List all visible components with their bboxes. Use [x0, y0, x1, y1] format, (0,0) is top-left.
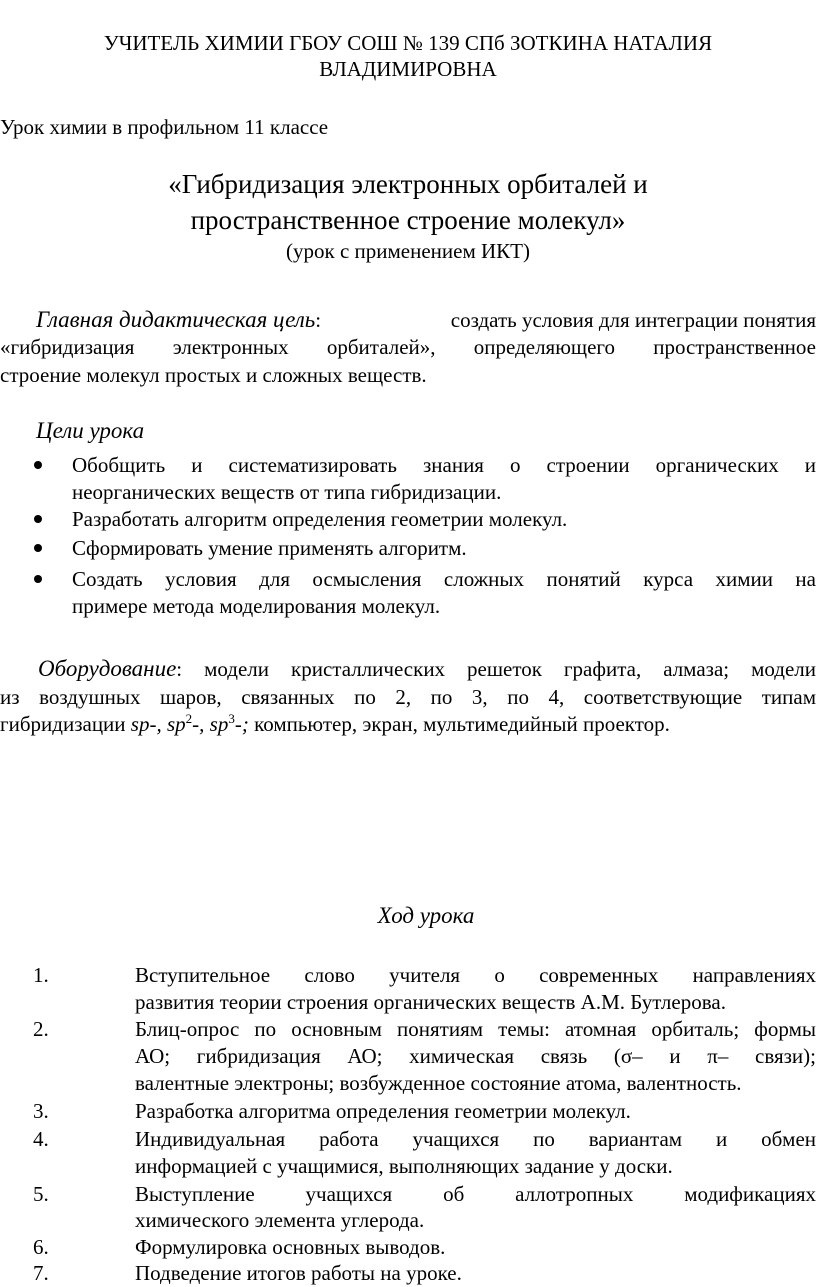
goal-colon: : [315, 308, 322, 332]
hybrid-sup-3: 3 [228, 711, 235, 726]
item-number: 6. [33, 1235, 49, 1259]
item-text: АО; гибридизация АО; химическая связь (σ– и π– связи); [135, 1044, 816, 1068]
bullet-icon [34, 544, 42, 552]
goal-text-start: создать условия для интеграции понятия [450, 308, 816, 332]
goal-line-1 [36, 307, 816, 333]
item-number: 4. [33, 1127, 49, 1151]
item-text: информацией с учащимися, выполняющих задание у доски. [135, 1154, 673, 1178]
equipment-prefix: гибридизации [0, 712, 131, 736]
item-number: 1. [33, 963, 49, 987]
equipment-label: Оборудование [38, 656, 177, 681]
item-text: развития теории строения органических веществ А.М. Бутлерова. [135, 990, 726, 1014]
author-header-line-1: УЧИТЕЛЬ ХИМИИ ГБОУ СОШ № 139 СПб ЗОТКИНА НАТАЛИЯ [103, 31, 713, 55]
item-text: Выступление учащихся об аллотропных модификациях [135, 1182, 816, 1206]
lesson-label: Урок химии в профильном 11 классе [0, 115, 329, 139]
item-number: 5. [33, 1182, 49, 1206]
item-number: 3. [33, 1099, 49, 1123]
equipment-suffix: компьютер, экран, мультимедийный проектор. [248, 712, 670, 736]
objective-text: Создать условия для осмысления сложных понятий курса химии на [72, 567, 816, 591]
lesson-subtitle: (урок с применением ИКТ) [286, 239, 530, 263]
hybrid-sp2: sp [166, 712, 186, 736]
hybrid-sep: -, [149, 712, 167, 736]
item-text: Подведение итогов работы на уроке. [135, 1261, 462, 1285]
item-text: Разработка алгоритма определения геометрии молекул. [135, 1099, 631, 1123]
equipment-text-start: : модели кристаллических решеток графита, алмаза; модели [176, 657, 816, 681]
hybrid-sup-2: 2 [185, 711, 193, 726]
objective-text: Обобщить и систематизировать знания о строении органических и [72, 453, 816, 477]
objective-text: неорганических веществ от типа гибридизации. [72, 480, 502, 504]
hybrid-sp3: sp [209, 712, 229, 736]
item-text: Формулировка основных выводов. [135, 1235, 446, 1259]
lesson-title-line-2: пространственное строение молекул» [190, 205, 626, 235]
bullet-icon [34, 575, 42, 583]
item-text: химического элемента углерода. [135, 1208, 425, 1232]
goal-line-3: строение молекул простых и сложных веществ. [0, 363, 427, 387]
hybrid-sep: -; [234, 712, 249, 736]
hybrid-sp: sp [130, 712, 150, 736]
item-text: Блиц-опрос по основным понятиям темы: атомная орбиталь; формы [135, 1017, 816, 1041]
author-header-line-2: ВЛАДИМИРОВНА [319, 57, 497, 81]
goal-line-2: «гибридизация электронных орбиталей», определяющего пространственное [0, 335, 816, 359]
lesson-title-line-1: «Гибридизация электронных орбиталей и [168, 169, 648, 199]
equipment-line-2: из воздушных шаров, связанных по 2, по 3, по 4, соответствующие типам [0, 685, 816, 709]
item-number: 2. [33, 1017, 49, 1041]
objectives-heading: Цели урока [36, 418, 145, 443]
objective-text: Разработать алгоритм определения геометрии молекул. [72, 507, 568, 531]
equipment-line-1 [38, 656, 816, 682]
objective-text: Сформировать умение применять алгоритм. [72, 536, 467, 560]
item-number: 7. [33, 1261, 49, 1285]
bullet-icon [34, 461, 42, 469]
equipment-line-3 [0, 711, 670, 737]
item-text: Индивидуальная работа учащихся по вариантам и обмен [135, 1127, 816, 1151]
objective-text: примере метода моделирования молекул. [72, 594, 441, 618]
bullet-icon [34, 515, 42, 523]
item-text: Вступительное слово учителя о современных направлениях [135, 963, 816, 987]
procedure-heading: Ход урока [377, 903, 475, 928]
item-text: валентные электроны; возбужденное состояние атома, валентность. [135, 1071, 742, 1095]
hybrid-sep: -, [192, 712, 210, 736]
goal-label: Главная дидактическая цель [36, 307, 316, 332]
